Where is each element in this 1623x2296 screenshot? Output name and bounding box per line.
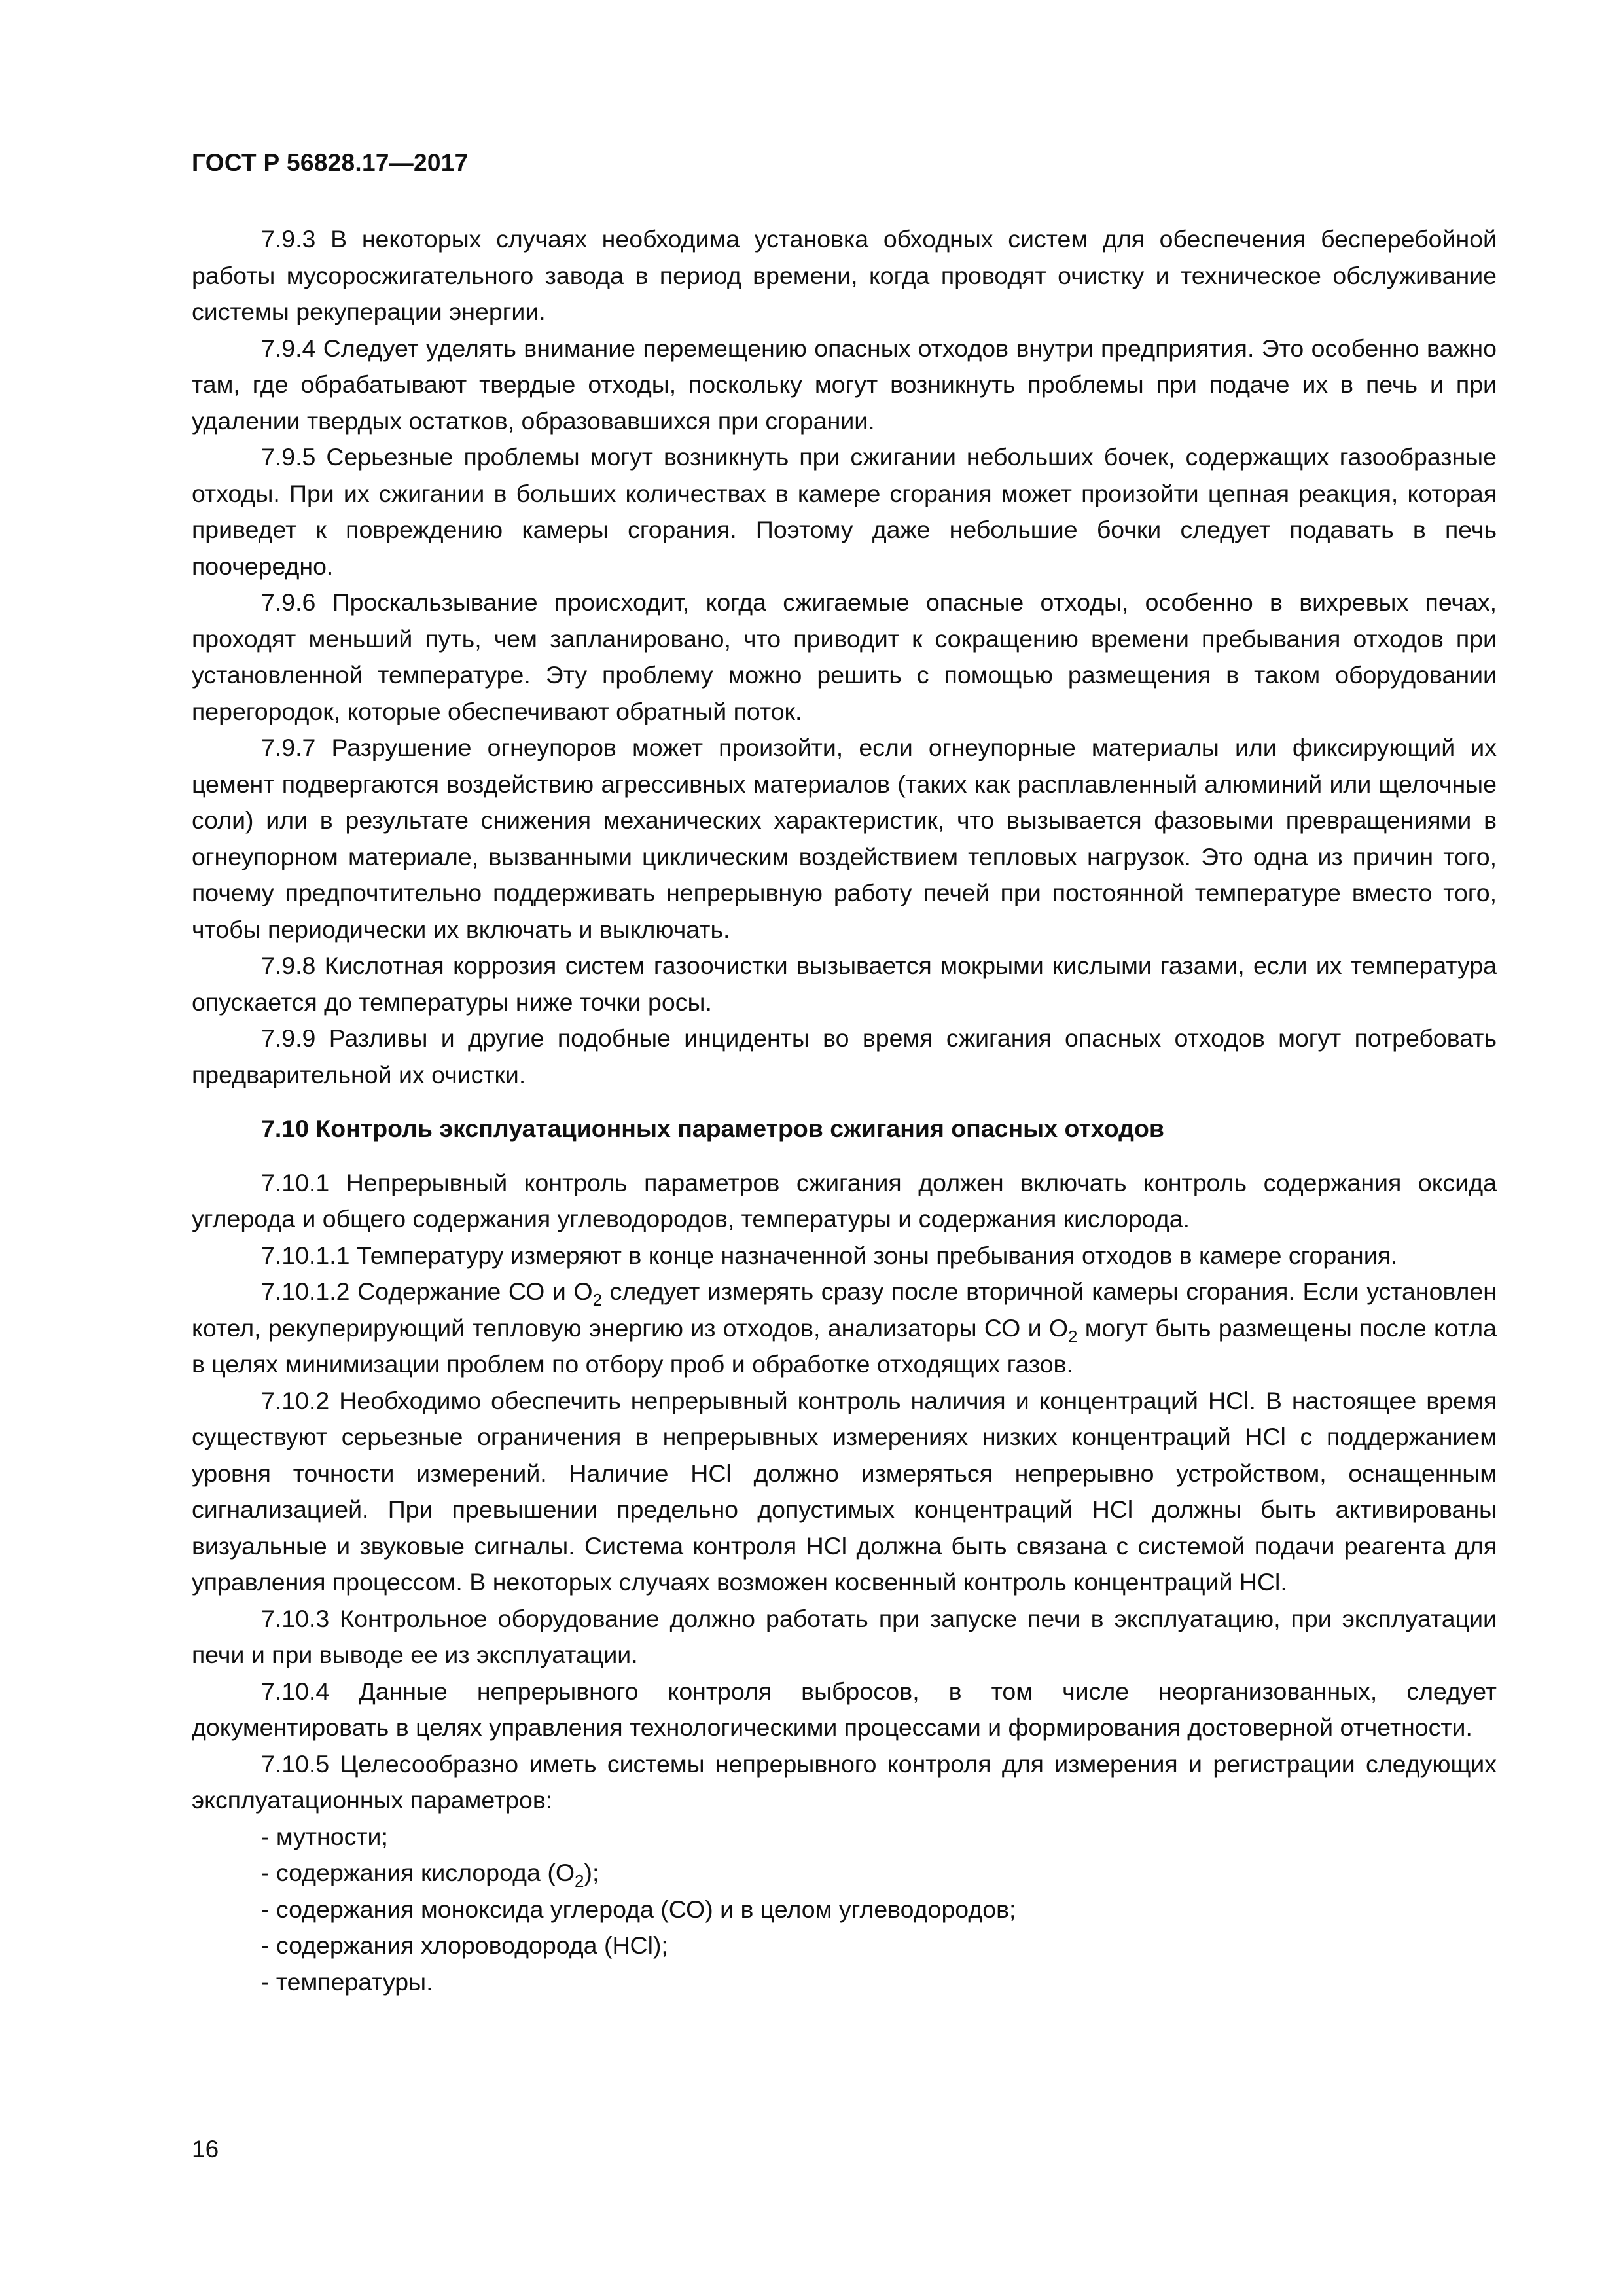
body-text: [192, 221, 1497, 2000]
paragraph-7-10-1-1: 7.10.1.1 Температуру измеряют в конце назначенной зоны пребывания отходов в камере сгорания.: [261, 1241, 1398, 1269]
list-item-turbidity: - мутности;: [261, 1822, 388, 1850]
text-run: 7.10.1.2 Содержание СО и О: [261, 1278, 593, 1305]
paragraph-7-10-3: 7.10.3 Контрольное оборудование должно работать при запуске печи в эксплуатацию, при эксплуатации печи и при выводе ее из эксплуатации.: [192, 1604, 1497, 1668]
text-run: следует измерять сразу после вторичной камеры сгорания. Если установлен котел, рекуперирующий тепловую энергию из отходов, анализаторы СО и О: [192, 1278, 1497, 1342]
paragraph-7-9-6: 7.9.6 Проскальзывание происходит, когда сжигаемые опасные отходы, особенно в вихревых печах, проходят меньший путь, чем запланировано, что приводит к сокращению времени пребывания отходов при установленной температуре. Эту проблему можно решить с помощью размещения в таком оборудовании перегородок, которые обеспечивают обратный поток.: [192, 588, 1497, 725]
paragraph-7-10-1-2: [192, 1274, 1497, 1383]
standard-header: ГОСТ Р 56828.17—2017: [192, 149, 469, 176]
paragraph-7-10-1: 7.10.1 Непрерывный контроль параметров сжигания должен включать контроль содержания оксида углерода и общего содержания углеводородов, температуры и содержания кислорода.: [192, 1168, 1497, 1232]
paragraph-7-9-3: 7.9.3 В некоторых случаях необходима установка обходных систем для обеспечения бесперебойной работы мусоросжигательного завода в период времени, когда проводят очистку и техническое обслуживание системы рекуперации энергии.: [192, 225, 1497, 325]
list-item-temperature: - температуры.: [261, 1967, 433, 1996]
paragraph-7-9-5: 7.9.5 Серьезные проблемы могут возникнуть при сжигании небольших бочек, содержащих газообразные отходы. При их сжигании в больших количествах в камере сгорания может произойти цепная реакция, которая приведет к повреждению камеры сгорания. Поэтому даже небольшие бочки следует подавать в печь поочередно.: [192, 443, 1497, 580]
subscript-2: 2: [1068, 1326, 1078, 1346]
text-run: могут быть размещены после котла в целях минимизации проблем по отбору проб и обработке отходящих газов.: [192, 1314, 1497, 1378]
subscript-2: 2: [592, 1290, 603, 1310]
section-heading-7-10: 7.10 Контроль эксплуатационных параметров сжигания опасных отходов: [261, 1115, 1164, 1142]
paragraph-7-9-8: 7.9.8 Кислотная коррозия систем газоочистки вызывается мокрыми кислыми газами, если их температура опускается до температуры ниже точки росы.: [192, 952, 1497, 1016]
page-number: 16: [192, 2136, 219, 2162]
subscript-2: 2: [575, 1871, 584, 1891]
text-run: );: [584, 1859, 599, 1886]
paragraph-7-10-4: 7.10.4 Данные непрерывного контроля выбросов, в том числе неорганизованных, следует документировать в целях управления технологическими процессами и формирования достоверной отчетности.: [192, 1677, 1497, 1741]
paragraph-7-10-5: 7.10.5 Целесообразно иметь системы непрерывного контроля для измерения и регистрации следующих эксплуатационных параметров:: [192, 1749, 1497, 1814]
paragraph-7-9-7: 7.9.7 Разрушение огнеупоров может произойти, если огнеупорные материалы или фиксирующий их цемент подвергаются воздействию агрессивных материалов (таких как расплавленный алюминий или щелочные соли) или в результате снижения механических характеристик, что вызывается фазовыми превращениями в огнеупорном материале, вызванными циклическим воздействием тепловых нагрузок. Это одна из причин того, почему предпочтительно поддерживать непрерывную работу печей при постоянной температуре вместо того, чтобы периодически их включать и выключать.: [192, 734, 1497, 943]
list-item-carbon-monoxide: - содержания моноксида углерода (СО) и в целом углеводородов;: [261, 1895, 1016, 1923]
paragraph-7-9-9: 7.9.9 Разливы и другие подобные инциденты во время сжигания опасных отходов могут потребовать предварительной их очистки.: [192, 1024, 1497, 1088]
paragraph-7-9-4: 7.9.4 Следует уделять внимание перемещению опасных отходов внутри предприятия. Это особенно важно там, где обрабатывают твердые отходы, поскольку могут возникнуть проблемы при подаче их в печь и при удалении твердых остатков, образовавшихся при сгорании.: [192, 334, 1497, 435]
list-item-oxygen: [192, 1855, 1497, 1892]
text-run: - содержания кислорода (О: [261, 1859, 575, 1886]
list-item-hydrogen-chloride: - содержания хлороводорода (HCl);: [261, 1931, 668, 1959]
paragraph-7-10-2: 7.10.2 Необходимо обеспечить непрерывный контроль наличия и концентраций HCl. В настоящее время существуют серьезные ограничения в непрерывных измерениях низких концентраций HCl с поддержанием уровня точности измерений. Наличие HCl должно измеряться непрерывно устройством, оснащенным сигнализацией. При превышении предельно допустимых концентраций HCl должны быть активированы визуальные и звуковые сигналы. Система контроля HCl должна быть связана с системой подачи реагента для управления процессом. В некоторых случаях возможен косвенный контроль концентраций HCl.: [192, 1386, 1497, 1596]
